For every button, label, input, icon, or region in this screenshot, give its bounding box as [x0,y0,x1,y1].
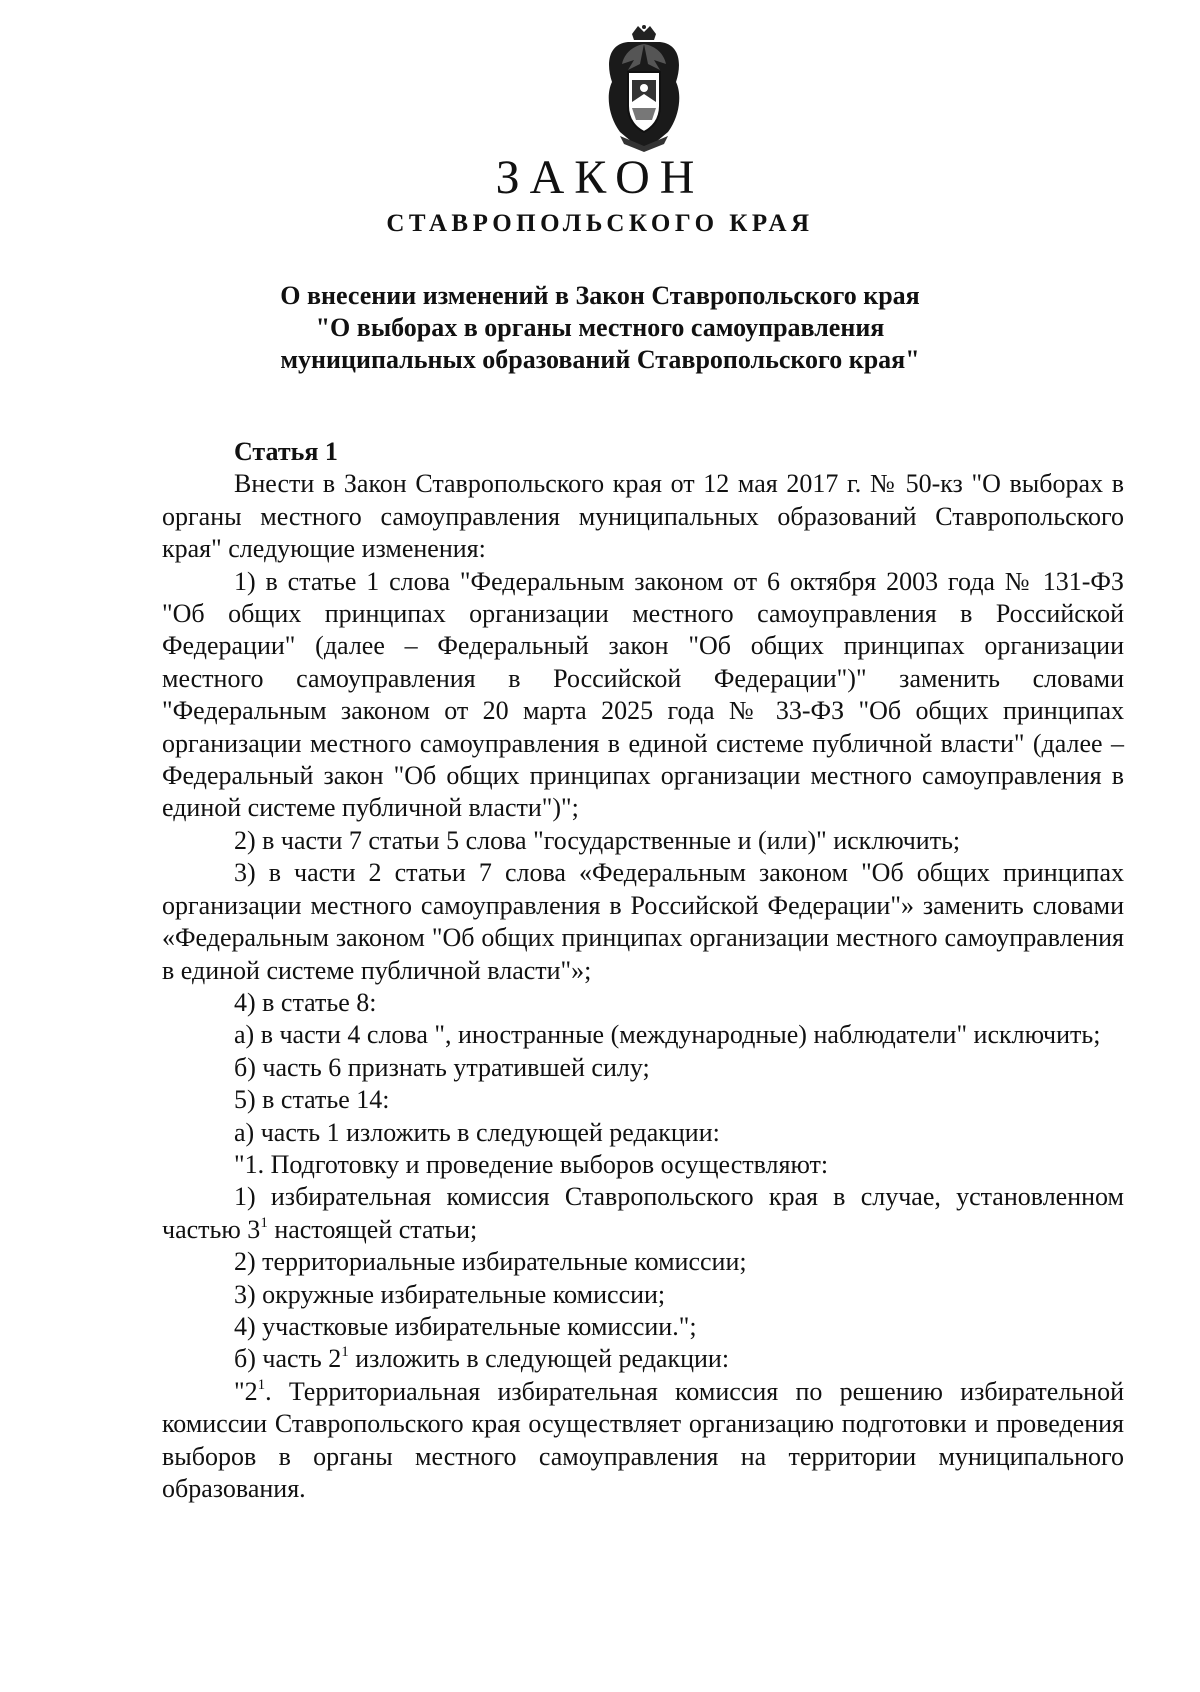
amendment-item-4a: а) в части 4 слова ", иностранные (международные) наблюдатели" исключить; [234,1020,1101,1050]
amendment-item-1: 1) в статье 1 слова "Федеральным законом от 6 октября 2003 года № 131-ФЗ "Об общих принципах организации местного самоуправления в Российской Федерации" (далее – Федеральный закон "Об общих принципах организации местного самоуправления в Российской Федерации")" заменить словами "Федеральным законом от 20 марта 2025 года № 33-ФЗ "Об общих принципах организации местного самоуправления в единой системе публичной власти" (далее – Федеральный закон "Об общих принципах организации местного самоуправления в единой системе публичной власти")"; [162,566,1124,823]
coat-of-arms-icon [598,24,690,152]
amendment-item-5b [162,1343,1124,1375]
amendment-item-5: 5) в статье 14: [234,1085,390,1115]
quoted-item-1-text: 1) избирательная комиссия Ставропольского края в случае, установленном частью 3 [162,1182,1124,1244]
amendment-item-5a: а) часть 1 изложить в следующей редакции: [234,1117,720,1147]
superscript: 1 [260,1214,268,1231]
superscript: 1 [341,1344,349,1361]
amendment-item-2: 2) в части 7 статьи 5 слова "государственные и (или)" исключить; [234,825,961,855]
quoted-part-2-1 [162,1376,1124,1506]
amendment-item-4: 4) в статье 8: [234,987,377,1017]
item-5b-text-end: изложить в следующей редакции: [348,1344,730,1374]
amendment-item-3: 3) в части 2 статьи 7 слова «Федеральным законом "Об общих принципах организации местного самоуправления в Российской Федерации"» заменить словами «Федеральным законом "Об общих принципах организации местного самоуправления в единой системе публичной власти"»; [162,858,1124,985]
heading-line: О внесении изменений в Закон Ставропольского края [280,281,920,310]
quoted-item-2: 2) территориальные избирательные комиссии; [234,1247,747,1277]
quoted-part-2-1-start: "2 [234,1376,258,1406]
article-body [162,436,1124,1505]
law-subtitle: СТАВРОПОЛЬСКОГО КРАЯ [386,210,814,237]
quoted-item-4: 4) участковые избирательные комиссии."; [234,1311,697,1341]
superscript: 1 [257,1376,266,1393]
amendment-item-4b: б) часть 6 признать утратившей силу; [234,1052,650,1082]
heading-line: муниципальных образований Ставропольского края" [280,345,920,374]
article-intro: Внести в Закон Ставропольского края от 12 мая 2017 г. № 50-кз "О выборах в органы местного самоуправления муниципальных образований Ставропольского края" следующие изменения: [162,469,1124,564]
article-label: Статья 1 [234,437,338,466]
quoted-item-1 [162,1181,1124,1246]
quoted-item-3: 3) окружные избирательные комиссии; [234,1279,666,1309]
law-title: ЗАКОН [495,151,705,204]
quoted-part-1: "1. Подготовку и проведение выборов осуществляют: [234,1149,829,1179]
quoted-part-2-1-text: . Территориальная избирательная комиссия по решению избирательной комиссии Ставропольского края осуществляет организацию подготовки и проведения выборов в органы местного самоуправления на территории муниципального образования. [162,1376,1124,1503]
document-heading [200,280,1000,376]
quoted-item-1-text-end: настоящей статьи; [267,1214,478,1244]
item-5b-text: б) часть 2 [234,1344,342,1374]
heading-line: "О выборах в органы местного самоуправления [315,313,885,342]
